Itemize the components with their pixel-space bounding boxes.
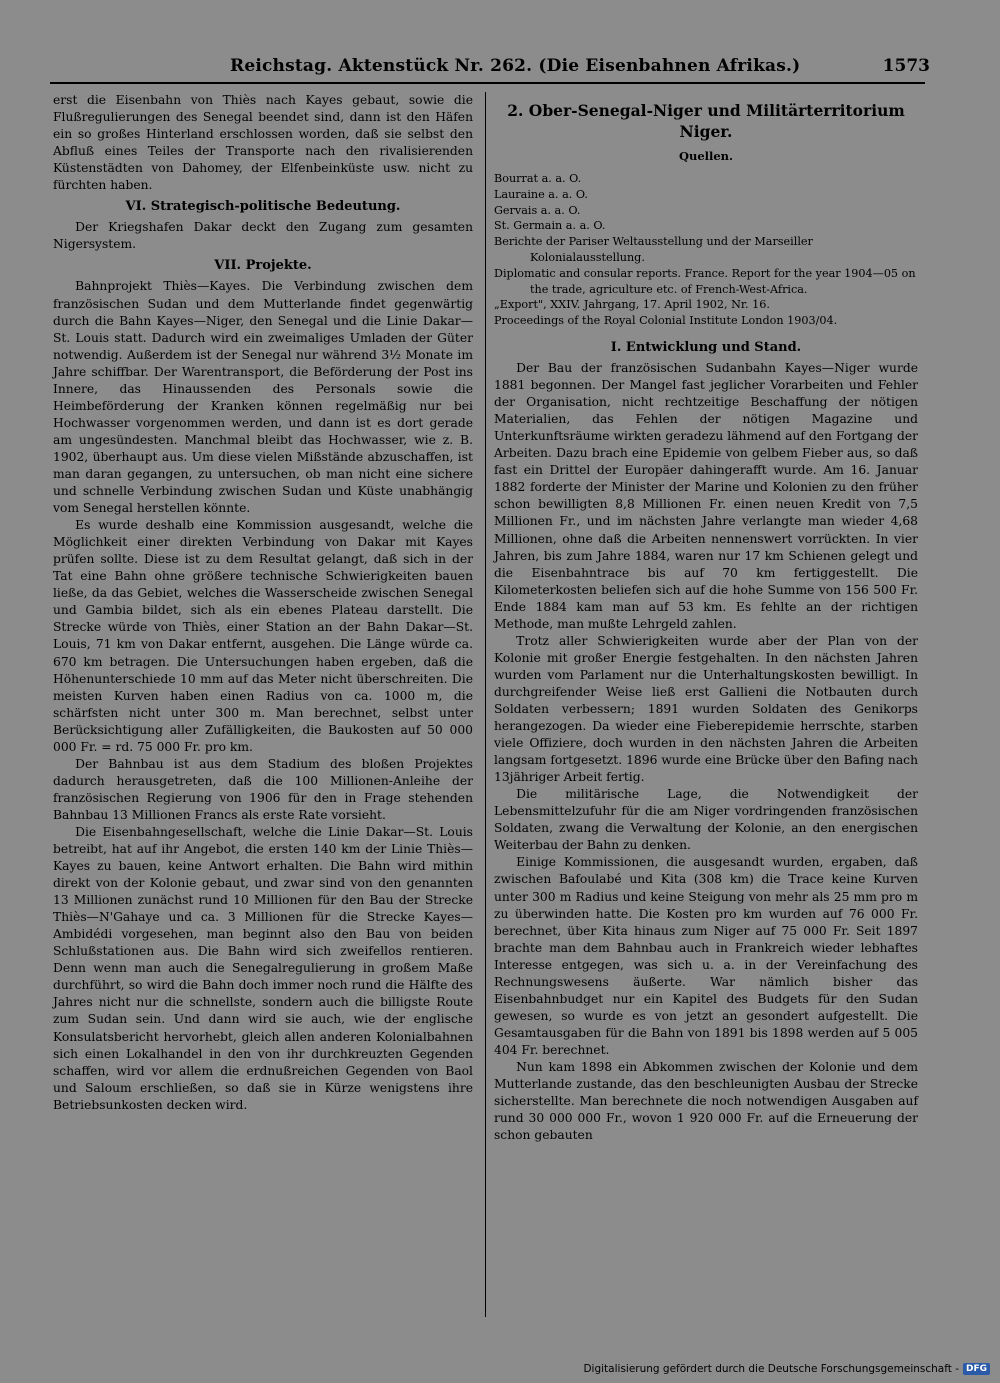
paragraph: Der Kriegshafen Dakar deckt den Zugang zum gesamten Nigersystem. bbox=[53, 220, 473, 252]
digitization-footer bbox=[583, 1363, 990, 1375]
paragraph: Der Bau der französischen Sudanbahn Kayes—Niger wurde 1881 begonnen. Der Mangel fast jeglicher Vorarbeiten und Fehler der Organisation, nicht rechtzeitige Beschaffung der nötigen Materialien, das Fehlen der nötigen Magazine und Unterkunftsräume wirkten geradezu lähmend auf den Fortgang der Arbeiten. Dazu brach eine Epidemie von gelbem Fieber aus, so daß fast ein Drittel der Europäer dahingerafft wurde. Am 16. Januar 1882 forderte der Minister der Marine und Kolonien zu den früher schon bewilligten 8,8 Millionen Fr. einen neuen Kredit von 7,5 Millionen Fr., und im nächsten Jahre verlangte man wieder 4,68 Millionen, ohne daß die Arbeiten nennenswert vorrückten. In vier Jahren, bis zum Jahre 1884, waren nur 17 km Schienen gelegt und die Eisenbahntrace bis auf 70 km fertiggestellt. Die Kilometerkosten beliefen sich auf die hohe Summe von 156 500 Fr. Ende 1884 kam man auf 53 km. Es fehlte an der richtigen Methode, man mußte Lehrgeld zahlen. bbox=[494, 361, 918, 631]
source-item: Lauraine a. a. O. bbox=[494, 187, 588, 201]
chapter-title: 2. Ober-Senegal-Niger und Militärterritorium Niger. bbox=[507, 101, 905, 141]
paragraph: Bahnprojekt Thiès—Kayes. Die Verbindung zwischen dem französischen Sudan und dem Mutterlande findet gegenwärtig durch die Bahn Kayes—Niger, den Senegal und die Linie Dakar—St. Louis statt. Dadurch wird ein zweimaliges Umladen der Güter notwendig. Außerdem ist der Senegal nur während 3½ Monate im Jahre schiffbar. Der Warentransport, die Beförderung der Post ins Innere, das Hinaussenden des Personals sowie die Heimbeförderung der Kranken können regelmäßig nur bei Hochwasser vorgenommen werden, und dann ist es dort gerade am ungesündesten. Manchmal bleibt das Hochwasser, wie z. B. 1902, überhaupt aus. Um diese vielen Mißstände abzuschaffen, ist man daran gegangen, zu untersuchen, ob man nicht eine sichere und schnelle Verbindung zwischen Sudan und Küste unabhängig vom Senegal herstellen könnte. bbox=[53, 279, 473, 516]
paragraph: Einige Kommissionen, die ausgesandt wurden, ergaben, daß zwischen Bafoulabé und Kita (308 km) die Trace keine Kurven unter 300 m Radius und keine Steigung von mehr als 25 mm pro m zu überwinden hatte. Die Kosten pro km wurden auf 76 000 Fr. berechnet, über Kita hinaus zum Niger auf 75 000 Fr. Seit 1897 brachte man dem Bahnbau auch in Frankreich wieder lebhaftes Interesse entgegen, was sich u. a. in der Vereinfachung des Rechnungswesens äußerte. War nämlich bisher das Eisenbahnbudget nur ein Kapitel des Budgets für den Sudan gewesen, so wurde es von jetzt an gesondert aufgestellt. Die Gesamtausgaben für die Bahn von 1891 bis 1898 werden auf 5 005 404 Fr. berechnet. bbox=[494, 855, 918, 1057]
section-heading-vi: VI. Strategisch-politische Bedeutung. bbox=[125, 199, 401, 215]
paragraph: Trotz aller Schwierigkeiten wurde aber der Plan von der Kolonie mit großer Energie festgehalten. In den nächsten Jahren wurden vom Parlament nur die Unterhaltungskosten bewilligt. In durchgreifender Weise ließ erst Gallieni die Notbauten durch Soldaten verbessern; 1891 wurden Soldaten des Genikorps herangezogen. Da wieder eine Fieberepidemie herrschte, starben viele Offiziere, doch wurden in den nächsten Jahren die Arbeiten langsam fortgesetzt. 1896 wurde eine Brücke über den Bafing nach 13jähriger Arbeit fertig. bbox=[494, 633, 918, 785]
dfg-logo: DFG bbox=[963, 1363, 990, 1375]
column-divider bbox=[485, 92, 486, 1317]
section-heading-vii: VII. Projekte. bbox=[214, 258, 312, 274]
source-item: St. Germain a. a. O. bbox=[494, 219, 606, 233]
paragraph: Es wurde deshalb eine Kommission ausgesandt, welche die Möglichkeit einer direkten Verbindung von Dakar mit Kayes prüfen sollte. Diese ist zu dem Resultat gelangt, daß sich in der Tat eine Bahn ohne größere technische Schwierigkeiten bauen ließe, da das Gebiet, welches die Wasserscheide zwischen Senegal und Gambia bildet, sich als ein ebenes Plateau darstellt. Die Strecke würde von Thiès, einer Station an der Bahn Dakar—St. Louis, 71 km von Dakar entfernt, ausgehen. Die Länge würde ca. 670 km betragen. Die Untersuchungen haben ergeben, daß die Höhenunterschiede 10 mm auf das Meter nicht überschreiten. Die meisten Kurven haben einen Radius von ca. 1000 m, die schärfsten nicht unter 300 m. Man berechnet, selbst unter Berücksichtigung aller Zufälligkeiten, die Baukosten auf 50 000 000 Fr. = rd. 75 000 Fr. pro km. bbox=[53, 518, 473, 754]
left-column bbox=[53, 92, 473, 1114]
sources-list bbox=[494, 171, 918, 329]
running-title: Reichstag. Aktenstück Nr. 262. (Die Eisenbahnen Afrikas.) bbox=[230, 56, 801, 76]
source-item: Bourrat a. a. O. bbox=[494, 172, 582, 186]
page-header bbox=[230, 56, 930, 80]
section-heading-i: I. Entwicklung und Stand. bbox=[610, 340, 802, 356]
source-item: Diplomatic and consular reports. France. Report for the year 1904—05 on the trade, agriculture etc. of French-West-Africa. bbox=[494, 266, 916, 296]
source-item: „Export", XXIV. Jahrgang, 17. April 1902, Nr. 16. bbox=[494, 298, 770, 312]
sources-heading: Quellen. bbox=[678, 149, 734, 163]
paragraph: Der Bahnbau ist aus dem Stadium des bloßen Projektes dadurch herausgetreten, daß die 100 Millionen-Anleihe der französischen Regierung von 1906 für den in Frage stehenden Bahnbau 13 Millionen Francs als erste Rate vorsieht. bbox=[53, 756, 473, 822]
source-item: Proceedings of the Royal Colonial Institute London 1903/04. bbox=[494, 314, 838, 328]
header-rule bbox=[50, 82, 925, 84]
page-number: 1573 bbox=[882, 56, 930, 76]
source-item: Berichte der Pariser Weltausstellung und der Marseiller Kolonialausstellung. bbox=[494, 235, 813, 265]
source-item: Gervais a. a. O. bbox=[494, 203, 581, 217]
right-column bbox=[494, 92, 918, 1144]
paragraph: Die Eisenbahngesellschaft, welche die Linie Dakar—St. Louis betreibt, hat auf ihr Angebot, die ersten 140 km der Linie Thiès—Kayes zu bauen, keine Antwort erhalten. Die Bahn wird mithin direkt von der Kolonie gebaut, und zwar sind von den genannten 13 Millionen zunächst rund 10 Millionen für den Bau der Strecke Thiès—N'Gahaye und ca. 3 Millionen für die Strecke Kayes—Ambidédi vorgesehen, man beginnt also den Bau von beiden Schlußstationen aus. Die Bahn wird sich zweifellos rentieren. Denn wenn man auch die Senegalregulierung in großem Maße durchführt, so wird die Bahn doch immer noch rund die Hälfte des Jahres nicht nur die schnellste, sondern auch die billigste Route zum Sudan sein. Und dann wird sie auch, wie der englische Konsulatsbericht hervorhebt, gleich allen anderen Kolonialbahnen sich einen Lokalhandel in den von ihr durchkreuzten Gegenden schaffen, wird vor allem die erdnußreichen Gegenden von Baol und Saloum erschließen, so daß sie in Kürze wenigstens ihre Betriebsunkosten decken wird. bbox=[53, 824, 473, 1112]
paragraph: Nun kam 1898 ein Abkommen zwischen der Kolonie und dem Mutterlande zustande, das den beschleunigten Ausbau der Strecke sicherstellte. Man berechnete die noch notwendigen Ausgaben auf rund 30 000 000 Fr., wovon 1 920 000 Fr. auf die Erneuerung der schon gebauten bbox=[494, 1059, 918, 1143]
paragraph: erst die Eisenbahn von Thiès nach Kayes gebaut, sowie die Flußregulierungen des Senegal beendet sind, dann ist den Häfen ein so großes Hinterland erschlossen worden, daß sie selbst den Abfluß eines Teiles der Transporte nach den rivalisierenden Küstenstädten von Dahomey, der Elfenbeinküste usw. nicht zu fürchten haben. bbox=[53, 93, 473, 193]
paragraph: Die militärische Lage, die Notwendigkeit der Lebensmittelzufuhr für die am Niger vordringenden französischen Soldaten, zwang die Verwaltung der Kolonie, an den energischen Weiterbau der Bahn zu denken. bbox=[494, 787, 918, 853]
footer-text: Digitalisierung gefördert durch die Deutsche Forschungsgemeinschaft - bbox=[583, 1363, 959, 1375]
